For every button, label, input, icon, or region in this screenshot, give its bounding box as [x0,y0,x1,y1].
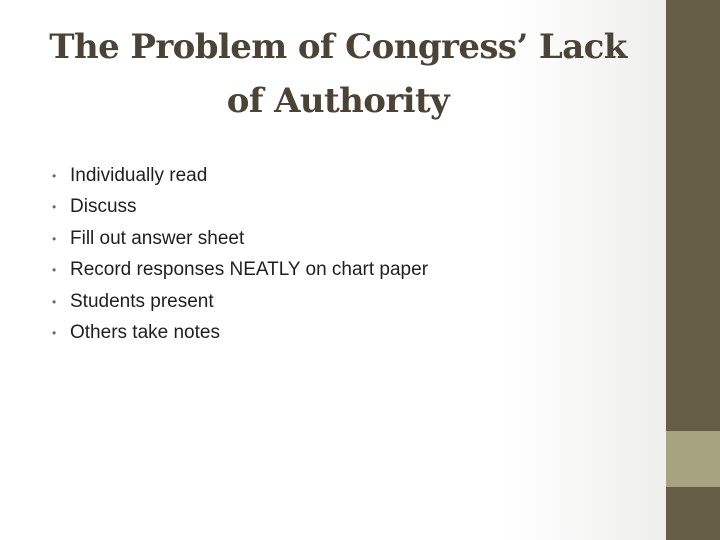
bullet-text: Fill out answer sheet [70,227,245,249]
bullet-icon: • [52,326,57,341]
bullet-list [52,160,612,349]
bullet-text: Students present [70,290,214,312]
bullet-item [52,160,612,192]
bullet-text: Record responses NEATLY on chart paper [70,259,429,281]
bullet-item [52,223,612,255]
bullet-icon: • [52,231,57,246]
bullet-icon: • [52,294,57,309]
bullet-text: Others take notes [70,322,220,344]
bullet-icon: • [52,200,57,215]
bullet-item [52,192,612,224]
sidebar-accent-bar [666,431,720,487]
bullet-icon: • [52,263,57,278]
sidebar-bottom-bar [666,487,720,540]
bullet-item [52,286,612,318]
bullet-text: Discuss [70,196,137,218]
bullet-text: Individually read [70,164,208,186]
sidebar-top-bar [666,0,720,431]
slide-title: The Problem of Congress’ Lack of Authority [49,27,627,121]
bullet-icon: • [52,168,57,183]
bullet-item [52,318,612,350]
bullet-item [52,255,612,287]
